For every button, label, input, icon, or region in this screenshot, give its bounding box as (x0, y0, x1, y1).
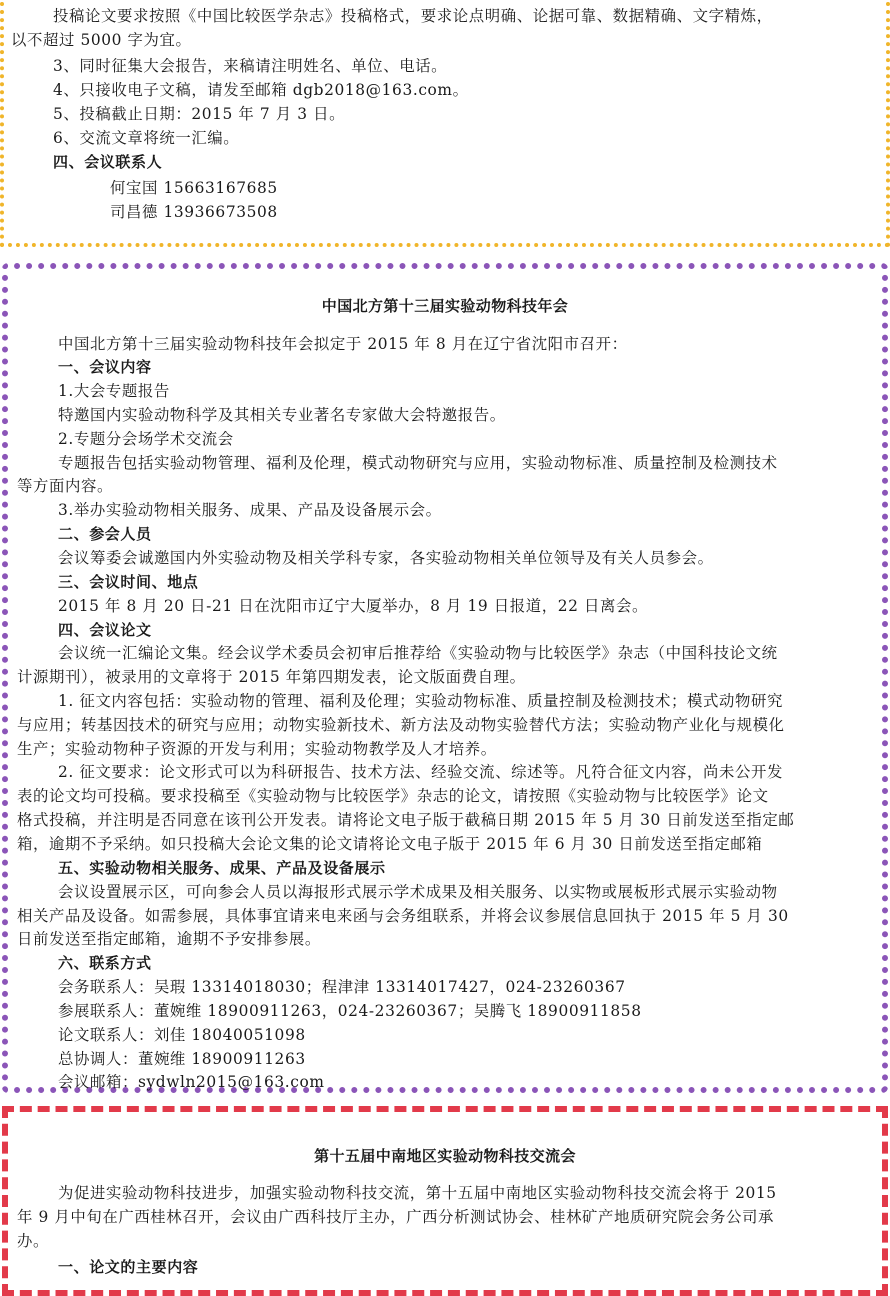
paragraph-line: 以不超过 5000 字为宜。 (11, 31, 192, 49)
paragraph-line: 1. 征文内容包括：实验动物的管理、福利及伦理；实验动物标准、质量控制及检测技术；模式动物研究 (58, 692, 783, 710)
list-item: 6、交流文章将统一汇编。 (53, 129, 240, 147)
contact-line: 会务联系人：吴瑕 13314018030；程津津 13314017427，024-23260367 (58, 978, 626, 996)
section-heading: 二、参会人员 (58, 525, 152, 543)
section-heading: 三、会议时间、地点 (58, 573, 199, 591)
paragraph-line: 1.大会专题报告 (58, 382, 170, 400)
list-item: 3、同时征集大会报告，来稿请注明姓名、单位、电话。 (53, 57, 448, 75)
section-title: 中国北方第十三届实验动物科技年会 (321, 297, 569, 315)
paragraph-line: 箱，逾期不予采纳。如只投稿大会论文集的论文请将论文电子版于 2015 年 6 月 30 日前发送至指定邮箱 (17, 835, 763, 853)
paragraph-line: 计源期刊），被录用的文章将于 2015 年第四期发表，论文版面费自理。 (17, 668, 526, 686)
contact-line: 何宝国 15663167685 (110, 179, 278, 197)
section-heading: 一、论文的主要内容 (58, 1258, 199, 1276)
paragraph-line: 中国北方第十三届实验动物科技年会拟定于 2015 年 8 月在辽宁省沈阳市召开： (58, 335, 628, 353)
contact-line: 总协调人：董婉维 18900911263 (58, 1050, 306, 1068)
section-heading: 一、会议内容 (58, 358, 152, 376)
paragraph-line: 表的论文均可投稿。要求投稿至《实验动物与比较医学》杂志的论文，请按照《实验动物与比较医学》论文 (17, 787, 769, 805)
list-item: 4、只接收电子文稿，请发至邮箱 dgb2018@163.com。 (53, 81, 469, 99)
list-item: 5、投稿截止日期：2015 年 7 月 3 日。 (53, 105, 346, 123)
paragraph-line: 专题报告包括实验动物管理、福利及伦理，模式动物研究与应用，实验动物标准、质量控制及检测技术 (58, 454, 778, 472)
contact-line: 会议邮箱：sydwln2015@163.com (58, 1073, 325, 1091)
section-heading: 四、会议联系人 (53, 153, 163, 171)
paragraph-line: 特邀国内实验动物科学及其相关专业著名专家做大会特邀报告。 (58, 406, 506, 424)
paragraph-line: 生产；实验动物种子资源的开发与利用；实验动物教学及人才培养。 (17, 740, 497, 758)
paragraph-line: 相关产品及设备。如需参展，具体事宜请来电来函与会务组联系，并将会议参展信息回执于 2015 年 5 月 30 (17, 907, 789, 925)
contact-line: 参展联系人：董婉维 18900911263，024-23260367；吴腾飞 18900911858 (58, 1002, 642, 1020)
section-box-3 (2, 1106, 888, 1296)
contact-line: 论文联系人：刘佳 18040051098 (58, 1026, 306, 1044)
paragraph-line: 日前发送至指定邮箱，逾期不予安排参展。 (17, 930, 321, 948)
paragraph-line: 投稿论文要求按照《中国比较医学杂志》投稿格式，要求论点明确、论据可靠、数据精确、文字精炼， (53, 7, 773, 25)
paragraph-line: 会议设置展示区，可向参会人员以海报形式展示学术成果及相关服务、以实物或展板形式展示实验动物 (58, 883, 778, 901)
paragraph-line: 3.举办实验动物相关服务、成果、产品及设备展示会。 (58, 501, 442, 519)
paragraph-line: 等方面内容。 (17, 477, 113, 495)
section-box-1 (0, 0, 890, 247)
section-box-2 (2, 263, 888, 1093)
paragraph-line: 会议筹委会诚邀国内外实验动物及相关学科专家，各实验动物相关单位领导及有关人员参会。 (58, 549, 714, 567)
paragraph-line: 办。 (17, 1232, 49, 1250)
section-heading: 五、实验动物相关服务、成果、产品及设备展示 (58, 859, 386, 877)
section-heading: 六、联系方式 (58, 954, 152, 972)
section-title: 第十五届中南地区实验动物科技交流会 (314, 1147, 576, 1165)
section-heading: 四、会议论文 (58, 621, 152, 639)
paragraph-line: 2. 征文要求：论文形式可以为科研报告、技术方法、经验交流、综述等。凡符合征文内容，尚未公开发 (58, 763, 783, 781)
paragraph-line: 格式投稿，并注明是否同意在该刊公开发表。请将论文电子版于截稿日期 2015 年 5 月 30 日前发送至指定邮 (17, 811, 795, 829)
contact-line: 司昌德 13936673508 (110, 203, 278, 221)
paragraph-line: 年 9 月中旬在广西桂林召开，会议由广西科技厅主办，广西分析测试协会、桂林矿产地质研究院会务公司承 (17, 1208, 774, 1226)
paragraph-line: 会议统一汇编论文集。经会议学术委员会初审后推荐给《实验动物与比较医学》杂志（中国科技论文统 (58, 644, 778, 662)
paragraph-line: 为促进实验动物科技进步，加强实验动物科技交流，第十五届中南地区实验动物科技交流会将于 2015 (58, 1184, 777, 1202)
paragraph-line: 2.专题分会场学术交流会 (58, 430, 234, 448)
paragraph-line: 与应用；转基因技术的研究与应用；动物实验新技术、新方法及动物实验替代方法；实验动物产业化与规模化 (17, 716, 785, 734)
paragraph-line: 2015 年 8 月 20 日-21 日在沈阳市辽宁大厦举办，8 月 19 日报道，22 日离会。 (58, 597, 648, 615)
